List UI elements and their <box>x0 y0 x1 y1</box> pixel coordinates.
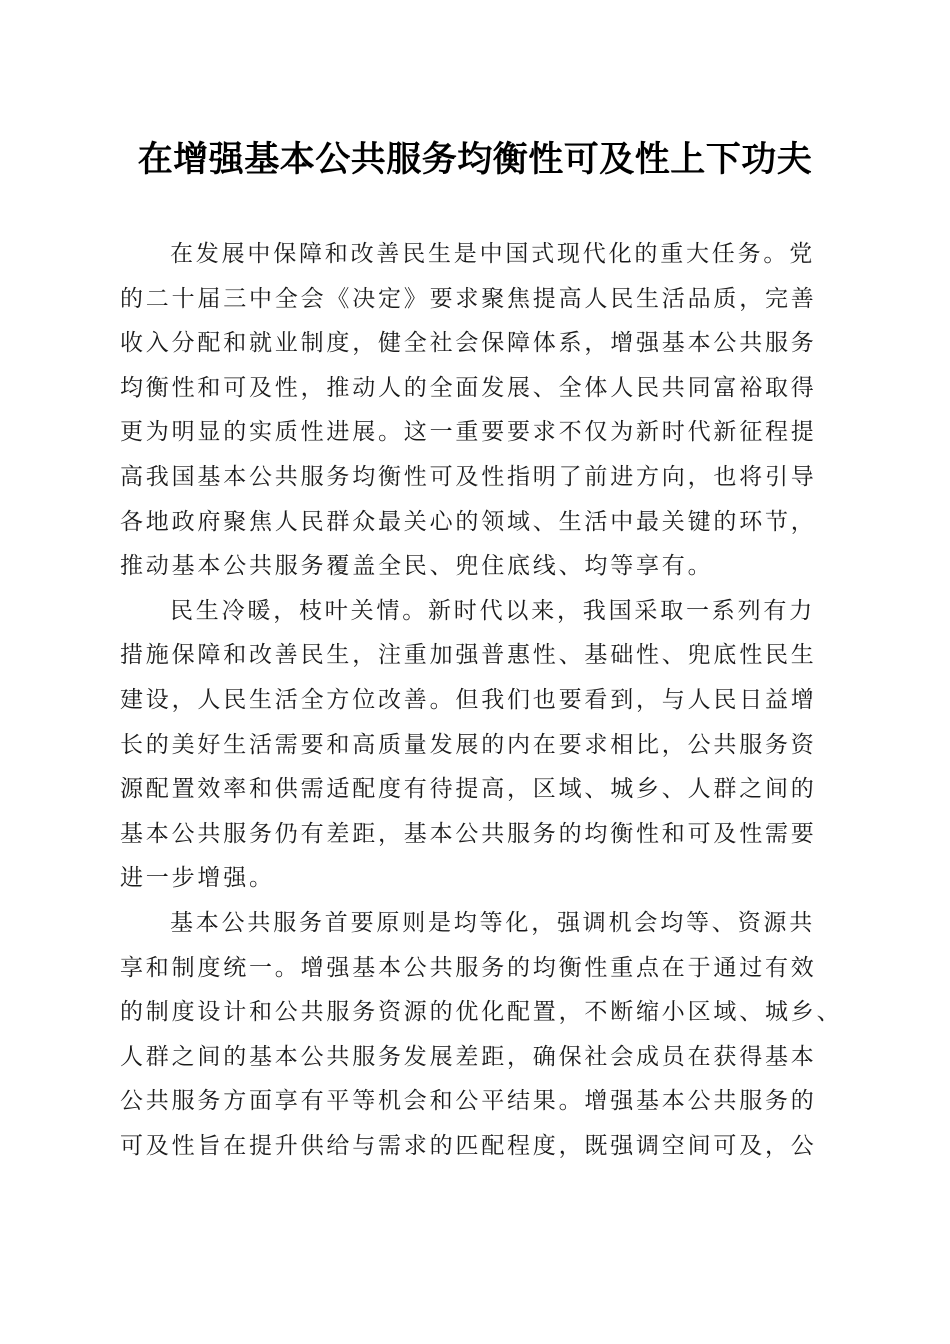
text-line: 各地政府聚焦人民群众最关心的领域、生活中最关键的环节， <box>120 508 817 535</box>
text-line: 公共服务方面享有平等机会和公平结果。增强基本公共服务的 <box>120 1088 817 1115</box>
text-line: 更为明显的实质性进展。这一重要要求不仅为新时代新征程提 <box>120 419 817 446</box>
document-title: 在增强基本公共服务均衡性可及性上下功夫 <box>137 139 813 180</box>
text-line: 均衡性和可及性，推动人的全面发展、全体人民共同富裕取得 <box>120 374 817 401</box>
text-line: 基本公共服务首要原则是均等化，强调机会均等、资源共 <box>170 909 815 936</box>
text-line: 民生冷暖，枝叶关情。新时代以来，我国采取一系列有力 <box>170 597 815 624</box>
text-line: 建设，人民生活全方位改善。但我们也要看到，与人民日益增 <box>120 686 817 713</box>
text-line: 人群之间的基本公共服务发展差距，确保社会成员在获得基本 <box>120 1043 817 1070</box>
text-line: 进一步增强。 <box>120 865 275 892</box>
text-line: 推动基本公共服务覆盖全民、兜住底线、均等享有。 <box>120 553 714 580</box>
text-line: 源配置效率和供需适配度有待提高，区域、城乡、人群之间的 <box>120 776 817 803</box>
paragraph-2 <box>120 589 820 901</box>
text-line: 的制度设计和公共服务资源的优化配置，不断缩小区域、城乡、 <box>120 999 843 1026</box>
text-line: 的二十届三中全会《决定》要求聚焦提高人民生活品质，完善 <box>120 285 817 312</box>
paragraph-1 <box>120 232 820 589</box>
text-line: 高我国基本公共服务均衡性可及性指明了前进方向，也将引导 <box>120 463 817 490</box>
text-line: 长的美好生活需要和高质量发展的内在要求相比，公共服务资 <box>120 731 817 758</box>
text-line: 享和制度统一。增强基本公共服务的均衡性重点在于通过有效 <box>120 954 817 981</box>
document-body <box>120 232 843 1168</box>
text-line: 基本公共服务仍有差距，基本公共服务的均衡性和可及性需要 <box>120 820 817 847</box>
text-line: 收入分配和就业制度，健全社会保障体系，增强基本公共服务 <box>120 330 817 357</box>
text-line: 措施保障和改善民生，注重加强普惠性、基础性、兜底性民生 <box>120 642 817 669</box>
text-line: 在发展中保障和改善民生是中国式现代化的重大任务。党 <box>170 241 815 267</box>
paragraph-3 <box>120 901 843 1169</box>
text-line: 可及性旨在提升供给与需求的匹配程度，既强调空间可及，公 <box>120 1132 817 1159</box>
